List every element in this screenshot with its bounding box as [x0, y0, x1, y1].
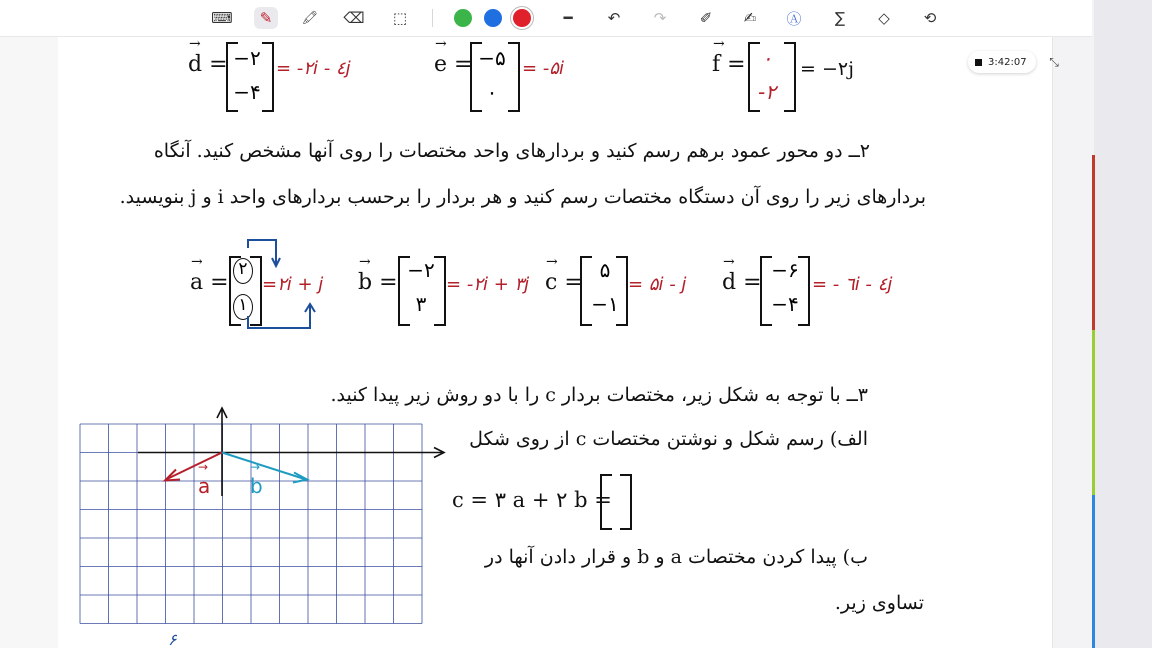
- handwritten-answer-b: = -۲i + ۳j: [446, 274, 530, 295]
- matrix-bracket-right: [620, 474, 632, 530]
- vector-b: [222, 453, 306, 480]
- ink-effects-icon[interactable]: Ⓐ: [786, 9, 802, 28]
- matrix-entry: ۳: [415, 292, 427, 316]
- matrix-entry: −۶: [771, 258, 799, 282]
- question-3-equation: c = ۳ a + ۲ b =: [452, 488, 612, 512]
- keyboard-icon[interactable]: ⌨: [211, 9, 233, 27]
- pen-icon[interactable]: ✎: [254, 7, 278, 29]
- handwritten-answer-a: =۲i + j: [262, 274, 324, 295]
- replay-icon[interactable]: ⟲: [923, 9, 937, 27]
- timer-value: 3:42:07: [988, 56, 1027, 68]
- lasso-select-icon[interactable]: ⬚: [392, 9, 408, 27]
- handwritten-scribble: ۶: [168, 630, 177, 649]
- shapes-icon[interactable]: ◇: [878, 9, 890, 27]
- undo-icon[interactable]: ↶: [607, 9, 621, 27]
- vector-e-label: → e =: [434, 36, 473, 77]
- handwritten-answer-d: = -۲i - ٤j: [276, 58, 351, 79]
- matrix-entry: −۲: [407, 258, 435, 282]
- question-3-part-a: الف) رسم شکل و نوشتن مختصات c از روی شکل: [469, 428, 868, 450]
- matrix-entry: −۱: [591, 292, 619, 316]
- matrix-entry: ۲: [233, 258, 253, 284]
- matrix-entry: ۰: [486, 80, 498, 104]
- vector-a-label: → a =: [190, 254, 229, 295]
- ink-to-text-icon[interactable]: ✍: [743, 9, 757, 27]
- matrix-entry: −۵: [478, 46, 506, 70]
- matrix-entry: −۴: [771, 292, 799, 316]
- matrix-entry: ۰: [761, 46, 773, 70]
- vector-a-arrowhead: [165, 470, 180, 481]
- ink-to-shape-icon[interactable]: ✐: [699, 9, 713, 27]
- matrix-entry: −۴: [233, 80, 261, 104]
- handwritten-answer-d2: = - ٦i - ٤j: [812, 274, 893, 295]
- question-3-part-b-line-2: تساوی زیر.: [834, 592, 924, 614]
- vector-d2-label: → d =: [722, 254, 762, 295]
- highlighter-icon[interactable]: 🖍: [301, 10, 319, 26]
- vector-a-figure-label: → a: [198, 460, 211, 498]
- grid-svg: [80, 424, 422, 624]
- question-2-line-2: بردارهای زیر را روی آن دستگاه مختصات رسم کنید و هر بردار را برحسب بردارهای واحد i و j بنویسید.: [119, 186, 926, 208]
- matrix-entry: ۵: [599, 258, 611, 282]
- eraser-icon[interactable]: ⌫: [343, 9, 365, 27]
- handwritten-answer-e: = -۵i: [522, 58, 564, 79]
- question-3-part-b-line-1: ب) پیدا کردن مختصات a و b و قرار دادن آنها در: [484, 546, 868, 568]
- vector-d-label: → d =: [188, 36, 228, 77]
- handwritten-answer-c: = ۵i - j: [628, 274, 687, 295]
- coordinate-grid-figure: [80, 424, 422, 624]
- matrix-bracket-left: [600, 474, 612, 530]
- handwritten-answer-f: = −۲j: [800, 58, 854, 80]
- question-2-line-1: ۲ــ دو محور عمود برهم رسم کنید و بردارهای واحد مختصات را روی آنها مشخص کنید. آنگاه: [153, 140, 870, 162]
- vector-b-label: → b =: [358, 254, 398, 295]
- collapse-icon[interactable]: ⤡: [1049, 54, 1059, 69]
- vector-b-figure-label: → b: [250, 460, 263, 498]
- redo-icon[interactable]: ↷: [653, 9, 667, 27]
- question-3-title: ۳ــ با توجه به شکل زیر، مختصات بردار c را با دو روش زیر پیدا کنید.: [330, 384, 868, 406]
- matrix-entry: ۱: [233, 294, 253, 320]
- matrix-entry: -۲: [758, 80, 776, 104]
- matrix-entry: −۲: [233, 46, 261, 70]
- vector-c-label: → c =: [545, 254, 583, 295]
- math-icon[interactable]: ∑: [834, 9, 846, 27]
- vector-f-label: → f =: [712, 36, 746, 77]
- line-thickness-icon[interactable]: ━: [563, 9, 573, 27]
